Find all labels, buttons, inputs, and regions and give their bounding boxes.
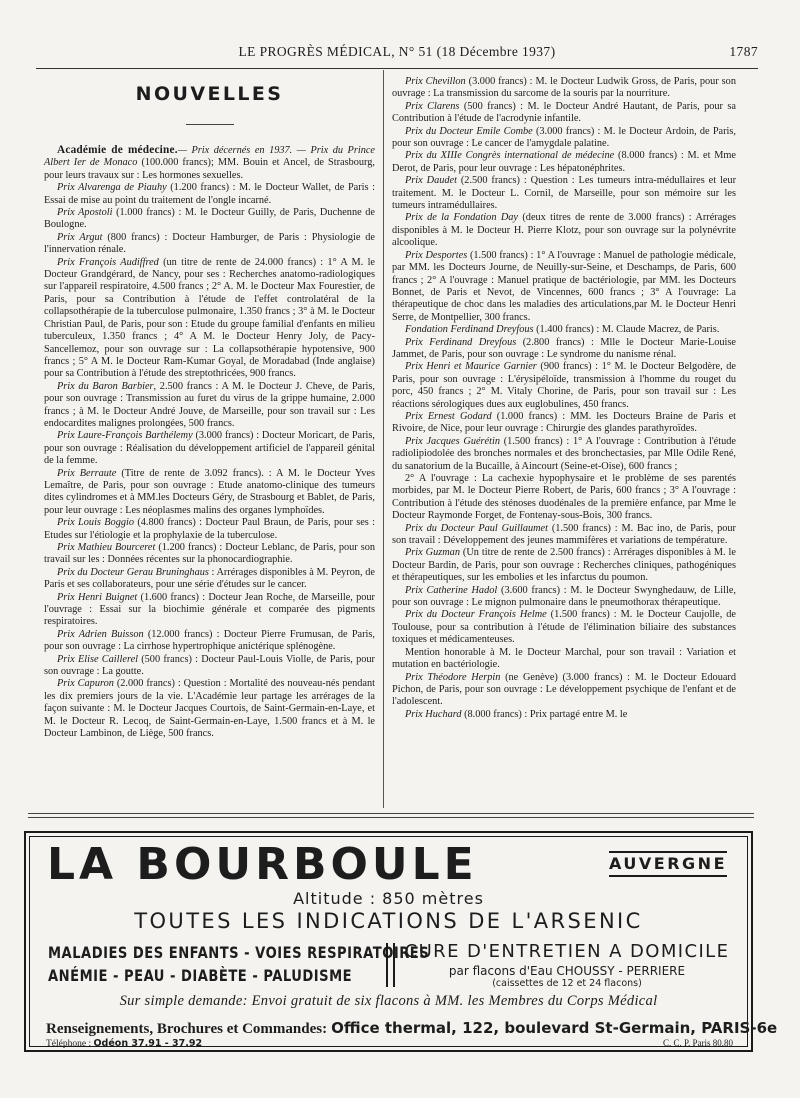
- ad-free-sample-offer: Sur simple demande: Envoi gratuit de six flacons à MM. les Membres du Corps Médical: [119, 993, 658, 1009]
- header-rule: [36, 68, 758, 69]
- left-column: [44, 76, 375, 741]
- paragraph: Prix du Docteur Emile Combe (3.000 francs) : M. le Docteur Ardoin, de Paris, pour son ouvrage : Le cancer de l'amygdale palatine.: [392, 125, 736, 150]
- paragraph: Prix Guzman (Un titre de rente de 2.500 francs) : Arrérages disponibles à M. le Docteur Bardin, de Paris, pour son ouvrage : Recherches cliniques, pathogéniques et thérapeutiques, sur les embolies et les infarctus du poumon.: [392, 547, 736, 584]
- academy-heading: Académie de médecine.: [57, 144, 178, 156]
- paragraph: Académie de médecine.— Prix décernés en 1937. — Prix du Prince Albert Ier de Monaco (100.000 francs); MM. Bouin et Ancel, de Strasbourg, pour leurs travaux sur : Les hormones sexuelles.: [44, 144, 375, 181]
- ad-ccp: C. C. P. Paris 80.80: [662, 1038, 733, 1048]
- page-number: 1787: [729, 44, 758, 59]
- ad-contact: [46, 1019, 778, 1038]
- advertisement-box: [24, 831, 778, 1052]
- paragraph: Prix Théodore Herpin (ne Genève) (3.000 francs) : M. le Docteur Edouard Pichon, de Paris, pour son ouvrage : Le développement psychique de l'enfant et de l'adolescent.: [392, 671, 737, 708]
- paragraph: Prix Jacques Guérétin (1.500 francs) : 1° A l'ouvrage : Contribution à l'étude radiolipiodolée des bronches normales et des bronchectasies, par Mlle Odile René, du sanatorium de la Bucaille, à Aincourt (Seine-et-Oise), 600 francs ;: [392, 435, 736, 472]
- paragraph: Mention honorable à M. le Docteur Marchal, pour son travail : Variation et mutation en bactériologie.: [392, 646, 736, 671]
- paragraph: Prix Catherine Hadol (3.600 francs) : M. le Docteur Swynghedauw, de Lille, pour son ouvrage : Le mignon pulmonaire dans le pneumothorax thérapeutique.: [392, 584, 736, 609]
- paragraph: Prix du Baron Barbier, 2.500 francs : A M. le Docteur J. Cheve, de Paris, pour son ouvrage : Transmission au furet du virus de la grippe humaine, 2.000 francs ; à M. le Docteur André Jouve, de Marseille, pour son travail sur : Les endocardites malignes prolongées, 500 francs.: [44, 380, 375, 429]
- ad-caissettes: (caissettes de 12 et 24 flacons): [492, 978, 642, 989]
- right-column: [392, 76, 736, 721]
- ad-conditions: [48, 941, 430, 987]
- paragraph: Prix Laure-François Barthélemy (3.000 francs) : Docteur Moricart, de Paris, pour son ouvrage : Réalisation du développement artificiel de l'appareil génital de la femme.: [44, 430, 375, 467]
- paragraph: Prix Chevillon (3.000 francs) : M. le Docteur Ludwik Gross, de Paris, pour son ouvrage : La transmission du sarcome de la souris par la nourriture.: [392, 76, 736, 100]
- paragraph: Prix du XIIIe Congrès international de médecine (8.000 francs) : M. et Mme Derot, de Paris, pour leur ouvrage : Les hépatonéphrites.: [392, 150, 736, 174]
- paragraph: Prix Ernest Godard (1.000 francs) : MM. les Docteurs Braine de Paris et Rivoire, de Nice, pour leur ouvrage : Chirurgie des glandes parathyroïdes.: [392, 410, 737, 435]
- paragraph: Prix Argut (800 francs) : Docteur Hamburger, de Paris : Physiologie de l'innervation rénale.: [44, 231, 375, 256]
- paragraph: Prix François Audiffred (un titre de rente de 24.000 francs) : 1° A M. le Docteur Grandgérard, de Nancy, pour ses : Recherches anatomo-radiologiques sur l'appareil respiratoire, 4.500 francs ; 2° A. M. le Docteur Max Fourestier, de Paris, pour sa Contribution à l'étude de l'effet controlatéral de la collapsothérapie de la tuberculose pulmonaire, 1.350 francs ; 3° à M. le Docteur Christian Paul, de Paris, pour son : Etude du groupe familial d'enfants en milieu tuberculeux, 1.350 francs ; 4° A M. le Docteur Henry Joly, de Pacy-Sancellemoz, pour son ouvrage sur : La collapsothérapie hypotensive, 900 francs ; 5° A M. le Docteur Ram-Kumar Goyal, de Moradabad (Inde anglaise) pour sa Contribution à l'étude des streptothricées, 900 francs.: [44, 256, 376, 380]
- paragraph: Prix du Docteur François Helme (1.500 francs) : M. le Docteur Caujolle, de Toulouse, pour sa contribution à l'étude de l'élimination biliaire des substances toxiques et médicamenteuses.: [392, 609, 736, 646]
- paragraph: Prix de la Fondation Day (deux titres de rente de 3.000 francs) : Arrérages disponibles à M. le Docteur H. Pierre Klotz, pour son ouvrage sur la polynévrite alcoolique.: [392, 212, 737, 249]
- ad-conditions-line-1: MALADIES DES ENFANTS - VOIES RESPIRATOIRES: [48, 943, 430, 962]
- paragraph: Prix Henri et Maurice Garnier (900 francs) : 1° M. le Docteur Belgodère, de Paris, pour son ouvrage : L'érysipéloïde, transmission à l'homme du rouget du porc, 450 francs ; 2° M. Vitaly Chorine, de Paris, pour son travail sur : Les réactions sérologiques dues aux euglobulines, 450 francs.: [392, 361, 736, 410]
- ad-indications: TOUTES LES INDICATIONS DE L'ARSENIC: [134, 909, 643, 933]
- ad-contact-label: Renseignements, Brochures et Commandes:: [46, 1021, 328, 1037]
- ad-telephone-value: Odéon 37.91 - 37.92: [93, 1038, 203, 1049]
- ad-cure-block: [404, 941, 730, 990]
- paragraph: Prix Huchard (8.000 francs) : Prix partagé entre M. le: [405, 708, 628, 720]
- running-header: [36, 44, 758, 62]
- section-heading: NOUVELLES: [135, 83, 284, 105]
- paragraph: Prix Mathieu Bourceret (1.200 francs) : Docteur Leblanc, de Paris, pour son travail sur les : Données récentes sur la phonocardiographie.: [44, 542, 375, 566]
- paragraph: Prix Adrien Buisson (12.000 francs) : Docteur Pierre Frumusan, de Paris, pour son ouvrage : La cirrhose hypertrophique anictérique splénogène.: [44, 628, 375, 653]
- paragraph: Prix Elise Caillerel (500 francs) : Docteur Paul-Louis Violle, de Paris, pour son ouvrage : La goutte.: [44, 653, 375, 678]
- ad-region: AUVERGNE: [609, 851, 727, 877]
- paragraph: Prix Berraute (Titre de rente de 3.092 francs). : A M. le Docteur Yves Lemaître, de Paris, pour son ouvrage : Etude anatomo-clinique des tumeurs dites cylindromes et à MM.les Docteurs Géry, de Strasbourg et Bablet, de Paris, pour leur ouvrage : Les néoplasmes malins des organes lymphoïdes.: [44, 467, 376, 516]
- paragraph: Prix Alvarenga de Piauhy (1.200 francs) : M. le Docteur Wallet, de Paris : Essai de mise au point du traitement de l'ongle incarné.: [44, 182, 375, 206]
- article-end-rule-2: [28, 817, 754, 818]
- heading-rule: [186, 124, 234, 125]
- ad-flacons: par flacons d'Eau CHOUSSY - PERRIERE: [448, 964, 686, 978]
- ad-conditions-line-2: ANÉMIE - PEAU - DIABÈTE - PALUDISME: [48, 966, 353, 985]
- paragraph: Prix Desportes (1.500 francs) : 1° A l'ouvrage : Manuel de pathologie médicale, par MM. les Docteurs Journe, de Neuilly-sur-Seine, et Deschamps, de Paris, 600 francs ; 2° A l'ouvrage : Manuel pratique de bactériologie, par MM. les Docteurs Bonnet, de Paris et Nevot, de Vincennes, 600 francs ; 3° A l'ouvrage: La thérapeutique de choc dans les maladies des articulations,par M. le Docteur Henri Serre, de Montpellier, 300 francs.: [392, 249, 736, 323]
- paragraph: Prix du Docteur Gerau Bruninghaus : Arrérages disponibles à M. Peyron, de Paris et ses collaborateurs, pour une série d'études sur le cancer.: [44, 566, 376, 591]
- paragraph: Prix du Docteur Paul Guillaumet (1.500 francs) : M. Bac ino, de Paris, pour son travail : Développement des jeunes mammifères et variations de température.: [392, 522, 736, 547]
- paragraph: Prix Clarens (500 francs) : M. le Docteur André Hautant, de Paris, pour sa Contribution à l'étude de l'acrodynie infantile.: [392, 100, 736, 125]
- column-divider: [383, 70, 384, 808]
- ad-contact-office: Office thermal, 122, boulevard St-Germain, PARIS-6e: [331, 1019, 778, 1037]
- ad-cure: CURE D'ENTRETIEN A DOMICILE: [404, 941, 730, 962]
- paragraph: Prix Daudet (2.500 francs) : Question : Les tumeurs intra-médullaires et leur traitement. M. le Docteur L. Cornil, de Marseille, pour son mémoire sur les tumeurs intramédullaires.: [392, 175, 737, 212]
- ad-telephone-label: Téléphone :: [46, 1039, 92, 1049]
- ad-title: LA BOURBOULE: [47, 839, 478, 890]
- ad-double-bar: [386, 943, 395, 987]
- paragraph: Prix Louis Boggio (4.800 francs) : Docteur Paul Braun, de Paris, pour ses : Etudes sur l'étiologie et la prophylaxie de la tuberculose.: [44, 517, 375, 541]
- paragraph: 2° A l'ouvrage : La cachexie hypophysaire et le problème de ses parentés morbides, par M. le Docteur Pierre Robert, de Paris, 600 francs ; 3° A l'ouvrage : Contribution à l'étude des sténoses duodénales de la première enfance, par Mme le Docteur Raymonde Forget, de Fontenay-sous-Bois, 300 francs.: [392, 473, 736, 522]
- paragraph: Prix Henri Buignet (1.600 francs) : Docteur Jean Roche, de Marseille, pour l'ouvrage : Essai sur la biochimie générale et comparée des pigments respiratoires.: [44, 591, 375, 628]
- paragraph: Prix Apostoli (1.000 francs) : M. le Docteur Guilly, de Paris, Duchenne de Boulogne.: [44, 207, 375, 231]
- journal-title: LE PROGRÈS MÉDICAL, N° 51 (18 Décembre 1937): [238, 44, 556, 59]
- paragraph: Fondation Ferdinand Dreyfous (1.400 francs) : M. Claude Macrez, de Paris.: [405, 324, 720, 336]
- paragraph: Prix Ferdinand Dreyfous (2.800 francs) : Mlle le Docteur Marie-Louise Jammet, de Paris, pour son ouvrage : Le syndrome du nanisme rénal.: [392, 336, 736, 360]
- paragraph: Prix Capuron (2.000 francs) : Question : Mortalité des nouveau-nés pendant les dix premiers jours de la vie. L'Académie leur partage les arrérages de la façon suivante : M. le Docteur Jacques Courtois, de Saint-Germain-en-Laye, et M. le Docteur R. Lecoq, de Saint-Germain-en-Laye, 1.500 francs et à M. le Docteur Lambinon, de Liège, 500 francs.: [44, 678, 375, 740]
- article-end-rule: [28, 813, 754, 814]
- ad-altitude: Altitude : 850 mètres: [293, 889, 484, 908]
- ad-telephone: [46, 1038, 202, 1049]
